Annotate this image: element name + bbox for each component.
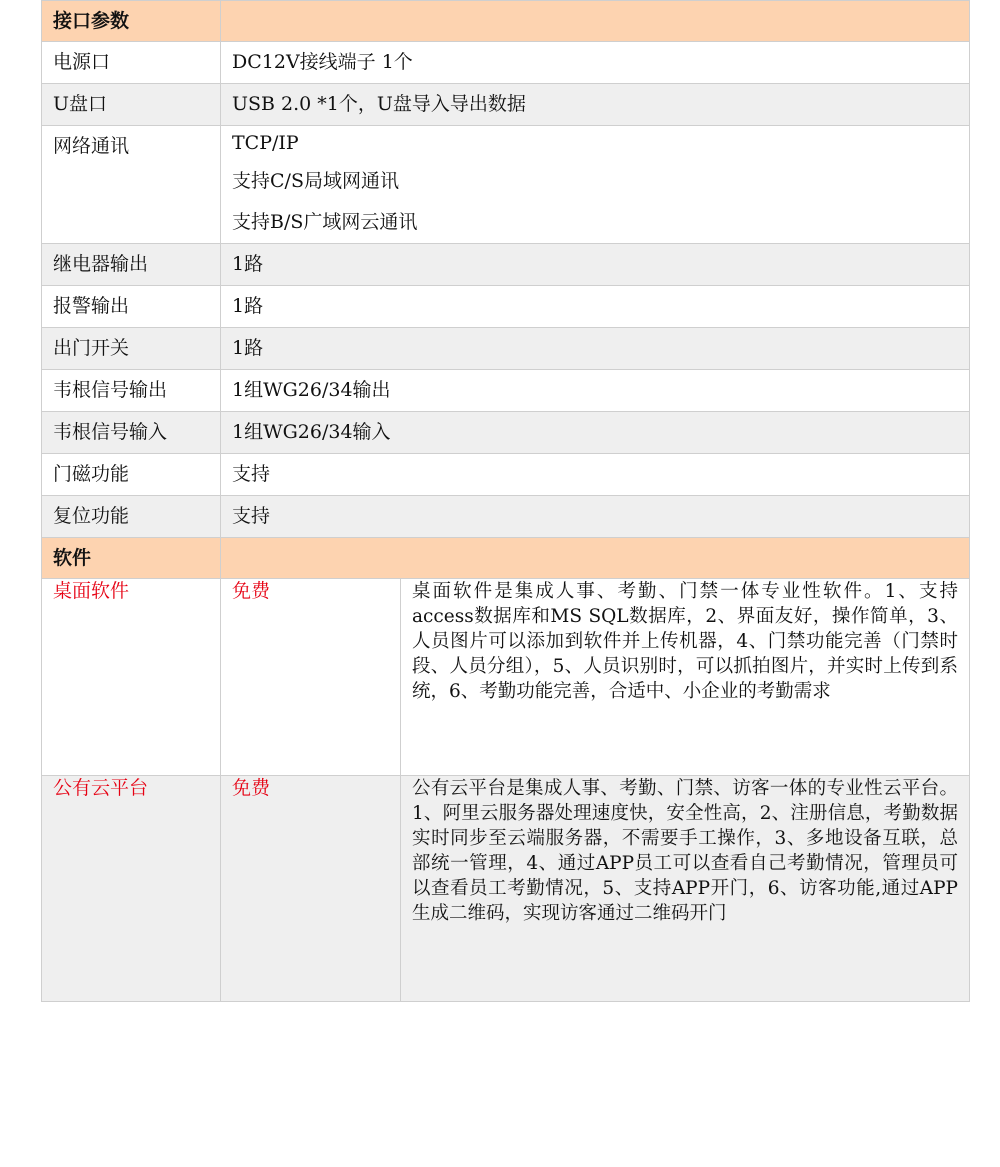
row-value: DC12V接线端子 1个 xyxy=(221,42,970,84)
table-row xyxy=(42,496,970,538)
spec-table xyxy=(41,0,970,1002)
table-row xyxy=(42,286,970,328)
section-header-software xyxy=(42,538,970,579)
row-label: 网络通讯 xyxy=(42,126,221,244)
table-row xyxy=(42,454,970,496)
software-name: 桌面软件 xyxy=(42,579,221,776)
section-header-fill xyxy=(221,538,970,579)
row-value: USB 2.0 *1个，U盘导入导出数据 xyxy=(221,84,970,126)
value-line: TCP/IP xyxy=(232,132,299,154)
software-row xyxy=(42,776,970,1002)
table-row xyxy=(42,412,970,454)
row-label: 韦根信号输入 xyxy=(42,412,221,454)
row-value: 1路 xyxy=(221,328,970,370)
table-row xyxy=(42,370,970,412)
value-line: 支持B/S广域网云通讯 xyxy=(232,211,418,233)
table-row xyxy=(42,126,970,244)
software-price: 免费 xyxy=(221,776,401,1002)
section-title: 软件 xyxy=(42,538,221,579)
row-label: 电源口 xyxy=(42,42,221,84)
table-row xyxy=(42,42,970,84)
row-label: U盘口 xyxy=(42,84,221,126)
row-value: 支持 xyxy=(221,496,970,538)
software-description: 公有云平台是集成人事、考勤、门禁、访客一体的专业性云平台。1、阿里云服务器处理速度快，安全性高，2、注册信息，考勤数据实时同步至云端服务器，不需要手工操作，3、多地设备互联，总部统一管理，4、通过APP员工可以查看自己考勤情况，管理员可以查看员工考勤情况，5、支持APP开门，6、访客功能,通过APP生成二维码，实现访客通过二维码开门 xyxy=(401,776,970,1002)
software-name: 公有云平台 xyxy=(42,776,221,1002)
row-value: 1路 xyxy=(221,286,970,328)
row-value xyxy=(221,126,970,244)
table-row xyxy=(42,244,970,286)
table-row xyxy=(42,328,970,370)
software-description: 桌面软件是集成人事、考勤、门禁一体专业性软件。1、支持access数据库和MS SQL数据库，2、界面友好，操作简单，3、人员图片可以添加到软件并上传机器，4、门禁功能完善（门禁时段、人员分组），5、人员识别时，可以抓拍图片，并实时上传到系统，6、考勤功能完善，合适中、小企业的考勤需求 xyxy=(401,579,970,776)
section-title: 接口参数 xyxy=(42,1,221,42)
row-label: 出门开关 xyxy=(42,328,221,370)
row-label: 继电器输出 xyxy=(42,244,221,286)
row-label: 韦根信号输出 xyxy=(42,370,221,412)
software-row xyxy=(42,579,970,776)
row-value: 1组WG26/34输出 xyxy=(221,370,970,412)
section-header-interface xyxy=(42,1,970,42)
row-label: 门磁功能 xyxy=(42,454,221,496)
software-price: 免费 xyxy=(221,579,401,776)
section-header-fill xyxy=(221,1,970,42)
row-value: 1组WG26/34输入 xyxy=(221,412,970,454)
row-label: 报警输出 xyxy=(42,286,221,328)
row-value: 支持 xyxy=(221,454,970,496)
row-value: 1路 xyxy=(221,244,970,286)
table-row xyxy=(42,84,970,126)
row-label: 复位功能 xyxy=(42,496,221,538)
value-line: 支持C/S局域网通讯 xyxy=(232,170,399,192)
